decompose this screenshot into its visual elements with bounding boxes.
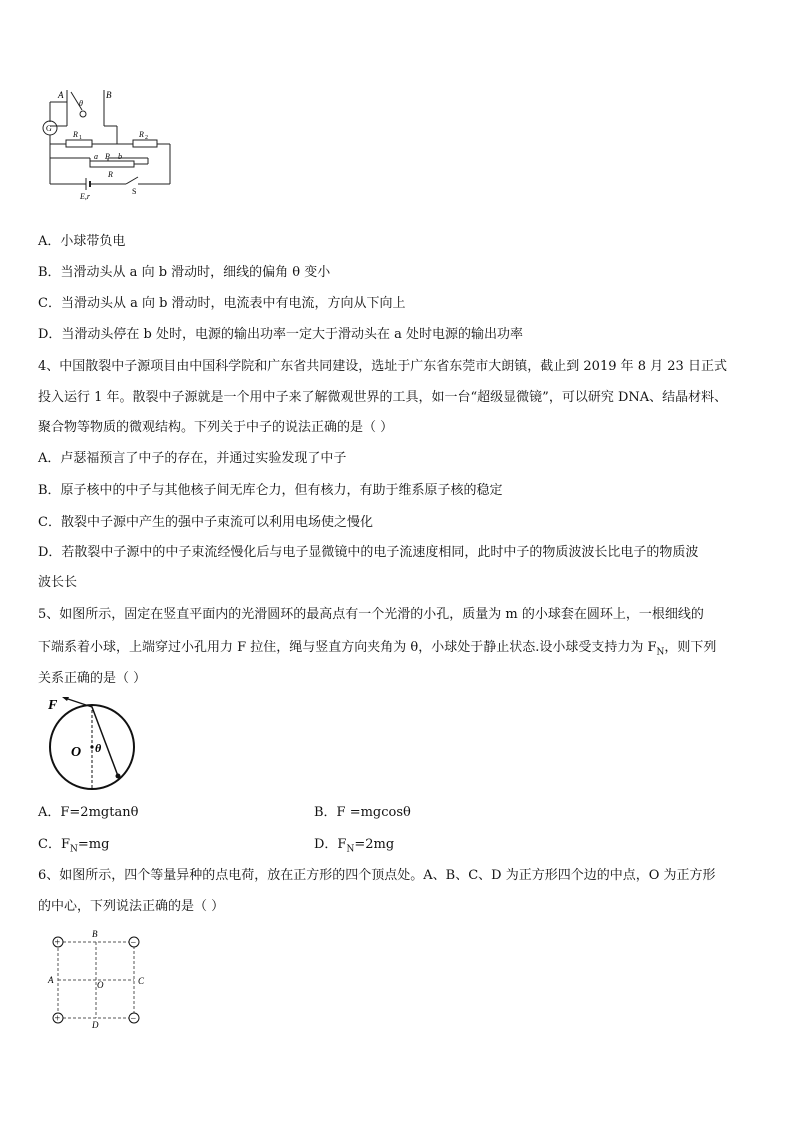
q6-stem-line-2: 的中心，下列说法正确的是（ ） — [38, 899, 225, 914]
q5-option-b: B．F =mgcosθ — [314, 805, 411, 820]
q3-circuit-diagram — [38, 84, 188, 204]
q5-option-a: A．F=2mgtanθ — [38, 805, 139, 820]
q6-label-B: B — [92, 929, 98, 939]
q4-option-c: C．散裂中子源中产生的强中子束流可以利用电场使之慢化 — [38, 515, 373, 530]
q3-label-R1-sub: 1 — [79, 135, 82, 141]
q5-option-c — [38, 833, 109, 855]
q3-label-a: a — [94, 152, 98, 161]
q4-option-a: A．卢瑟福预言了中子的存在，并通过实验发现了中子 — [38, 451, 347, 466]
q4-stem-line-3: 聚合物等物质的微观结构。下列关于中子的说法正确的是（ ） — [38, 420, 394, 435]
q3-option-d: D．当滑动头停在 b 处时，电源的输出功率一定大于滑动头在 a 处时电源的输出功率 — [38, 327, 524, 342]
q5-option-d — [314, 833, 394, 855]
q4-stem-line-2: 投入运行 1 年。散裂中子源就是一个用中子来了解微观世界的工具，如一台“超级显微镜”，可以研究 DNA、结晶材料、 — [38, 390, 728, 405]
q6-label-C: C — [138, 976, 145, 986]
q3-option-a: A．小球带负电 — [38, 234, 126, 249]
q5-stem-line-2 — [38, 636, 716, 658]
q4-option-d-cont: 波长长 — [38, 575, 78, 590]
q3-label-R2: R — [139, 130, 144, 139]
q6-label-A: A — [48, 975, 54, 985]
q6-charge-top-left: + — [54, 937, 61, 949]
q6-square-diagram — [44, 928, 150, 1028]
q3-label-R2-sub: 2 — [145, 135, 148, 141]
q5-option-d-sub: N — [346, 844, 355, 855]
q3-label-G: G — [46, 124, 52, 133]
q5-stem-line-2-text: 下端系着小球，上端穿过小孔用力 F 拉住，绳与竖直方向夹角为 θ，小球处于静止状态.设小球受支持力为 F — [38, 640, 657, 655]
q4-option-b: B．原子核中的中子与其他核子间无库仑力，但有核力，有助于维系原子核的稳定 — [38, 483, 503, 498]
q4-stem-line-1: 4、中国散裂中子源项目由中国科学院和广东省共同建设，选址于广东省东莞市大朗镇，截止到 2019 年 8 月 23 日正式 — [38, 359, 727, 374]
q3-option-c: C．当滑动头从 a 向 b 滑动时，电流表中有电流，方向从下向上 — [38, 296, 406, 311]
q3-label-b: b — [118, 152, 122, 161]
q5-label-theta: θ — [95, 741, 102, 755]
q5-stem-line-3: 关系正确的是（ ） — [38, 671, 147, 686]
q5-option-c-text: C．F — [38, 837, 70, 852]
q5-option-c-sub: N — [69, 844, 78, 855]
q5-stem-line-1: 5、如图所示，固定在竖直平面内的光滑圆环的最高点有一个光滑的小孔，质量为 m 的小球套在圆环上，一根细线的 — [38, 607, 704, 622]
q6-label-D: D — [92, 1020, 99, 1028]
q3-label-R1: R — [73, 130, 78, 139]
q4-option-d: D．若散裂中子源中的中子束流经慢化后与电子显微镜中的电子流速度相同，此时中子的物质波波长比电子的物质波 — [38, 545, 699, 560]
q6-label-O: O — [97, 980, 104, 990]
q3-label-S: S — [132, 187, 137, 196]
q3-label-R: R — [108, 170, 113, 179]
q5-option-d-text: D．F — [314, 837, 347, 852]
q5-stem-line-2-tail: ，则下列 — [664, 640, 717, 655]
q3-label-B: B — [106, 90, 112, 100]
q3-label-Er: E,r — [80, 192, 90, 201]
q3-label-A: A — [58, 90, 64, 100]
q3-option-b: B．当滑动头从 a 向 b 滑动时，细线的偏角 θ 变小 — [38, 265, 331, 280]
q6-stem-line-1: 6、如图所示，四个等量异种的点电荷，放在正方形的四个顶点处。A、B、C、D 为正方形四个边的中点，O 为正方形 — [38, 868, 716, 883]
q5-stem-sub-n: N — [656, 647, 665, 658]
q5-ring-diagram — [40, 692, 140, 792]
q3-label-P: P — [105, 152, 110, 161]
q3-label-theta: θ — [79, 99, 83, 108]
q5-option-d-tail: =2mg — [354, 837, 395, 852]
q6-charge-bottom-right: − — [130, 1013, 137, 1025]
q6-charge-bottom-left: + — [54, 1013, 61, 1025]
q5-label-O: O — [71, 745, 82, 760]
q6-charge-top-right: − — [130, 937, 137, 949]
q5-option-c-tail: =mg — [77, 837, 110, 852]
q5-label-F: F — [48, 698, 58, 713]
